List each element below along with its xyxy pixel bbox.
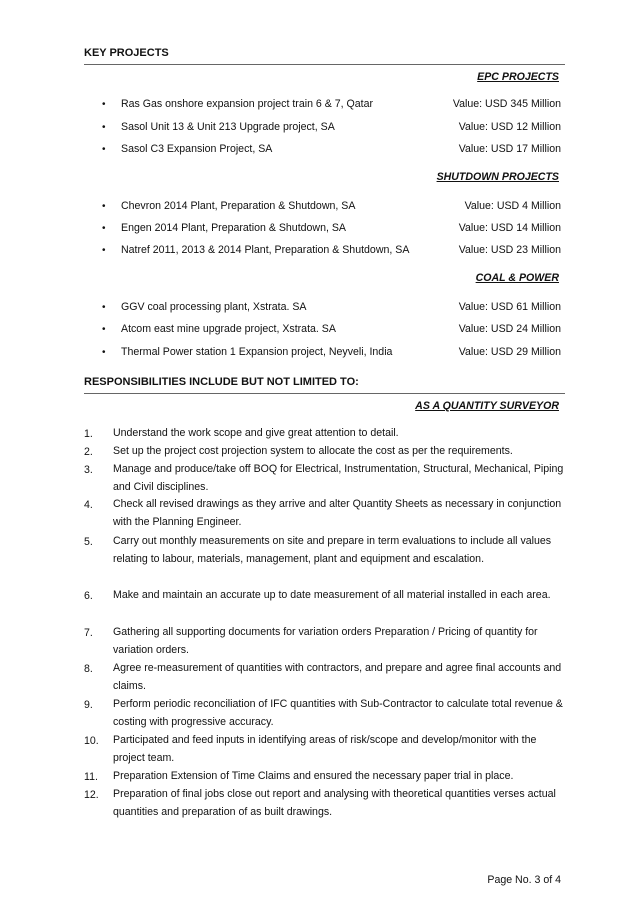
list-number: 2. (84, 446, 93, 458)
page-number: Page No. 3 of 4 (487, 874, 561, 886)
list-number: 6. (84, 590, 93, 602)
responsibility-item: Perform periodic reconciliation of IFC quantities with Sub-Contractor to calculate total revenue & costing with progressive accuracy. (113, 698, 563, 728)
list-number: 10. (84, 735, 99, 747)
project-name: GGV coal processing plant, Xstrata. SA (121, 301, 307, 313)
project-name: Chevron 2014 Plant, Preparation & Shutdown, SA (121, 200, 356, 212)
coal-power-heading: COAL & POWER (475, 272, 559, 284)
bullet-icon: • (102, 122, 106, 133)
responsibility-item: Carry out monthly measurements on site and prepare in term evaluations to include all values relating to labour, materials, management, plant and equipment and escalation. (113, 535, 552, 565)
list-number: 7. (84, 627, 93, 639)
project-value: Value: USD 12 Million (458, 121, 561, 133)
quantity-surveyor-heading: AS A QUANTITY SURVEYOR (415, 400, 559, 412)
list-number: 5. (84, 536, 93, 548)
project-value: Value: USD 4 Million (464, 200, 561, 212)
responsibility-item: Agree re-measurement of quantities with contractors, and prepare and agree final accounts and claims. (113, 662, 562, 692)
bullet-icon: • (102, 347, 106, 358)
list-number: 12. (84, 789, 99, 801)
list-number: 9. (84, 699, 93, 711)
project-name: Atcom east mine upgrade project, Xstrata. SA (121, 323, 336, 335)
responsibility-item: Check all revised drawings as they arrive and alter Quantity Sheets as necessary in conjunction with the Planning Engineer. (113, 498, 562, 528)
bullet-icon: • (102, 144, 106, 155)
responsibilities-heading: RESPONSIBILITIES INCLUDE BUT NOT LIMITED TO: (84, 376, 359, 388)
shutdown-projects-heading: SHUTDOWN PROJECTS (436, 171, 559, 183)
key-projects-rule (84, 64, 565, 65)
bullet-icon: • (102, 99, 106, 110)
project-name: Natref 2011, 2013 & 2014 Plant, Preparation & Shutdown, SA (121, 244, 410, 256)
project-value: Value: USD 61 Million (458, 301, 561, 313)
bullet-icon: • (102, 245, 106, 256)
project-value: Value: USD 345 Million (452, 98, 561, 110)
responsibility-item: Manage and produce/take off BOQ for Electrical, Instrumentation, Structural, Mechanical, Piping and Civil disciplines. (113, 463, 564, 493)
project-value: Value: USD 24 Million (458, 323, 561, 335)
responsibility-item: Set up the project cost projection system to allocate the cost as per the requirements. (113, 445, 513, 457)
bullet-icon: • (102, 201, 106, 212)
project-name: Sasol Unit 13 & Unit 213 Upgrade project, SA (121, 121, 335, 133)
project-name: Engen 2014 Plant, Preparation & Shutdown, SA (121, 222, 346, 234)
responsibility-item: Participated and feed inputs in identifying areas of risk/scope and develop/monitor with the project team. (113, 734, 537, 764)
key-projects-heading: KEY PROJECTS (84, 47, 169, 59)
project-value: Value: USD 23 Million (458, 244, 561, 256)
responsibility-item: Preparation Extension of Time Claims and ensured the necessary paper trial in place. (113, 770, 514, 782)
bullet-icon: • (102, 302, 106, 313)
list-number: 8. (84, 663, 93, 675)
list-number: 3. (84, 464, 93, 476)
project-name: Ras Gas onshore expansion project train 6 & 7, Qatar (121, 98, 374, 110)
responsibility-item: Understand the work scope and give great attention to detail. (113, 427, 399, 439)
project-value: Value: USD 29 Million (458, 346, 561, 358)
responsibilities-rule (84, 393, 565, 394)
project-name: Thermal Power station 1 Expansion project, Neyveli, India (121, 346, 393, 358)
epc-projects-heading: EPC PROJECTS (477, 71, 559, 83)
project-value: Value: USD 14 Million (458, 222, 561, 234)
bullet-icon: • (102, 324, 106, 335)
bullet-icon: • (102, 223, 106, 234)
list-number: 1. (84, 428, 93, 440)
responsibility-item: Make and maintain an accurate up to date measurement of all material installed in each area. (113, 589, 551, 601)
responsibility-item: Preparation of final jobs close out report and analysing with theoretical quantities verses actual quantities and preparation of as built drawings. (113, 788, 556, 818)
list-number: 4. (84, 499, 93, 511)
project-name: Sasol C3 Expansion Project, SA (121, 143, 273, 155)
list-number: 11. (84, 771, 98, 783)
project-value: Value: USD 17 Million (458, 143, 561, 155)
responsibility-item: Gathering all supporting documents for variation orders Preparation / Pricing of quantity for variation orders. (113, 626, 538, 656)
